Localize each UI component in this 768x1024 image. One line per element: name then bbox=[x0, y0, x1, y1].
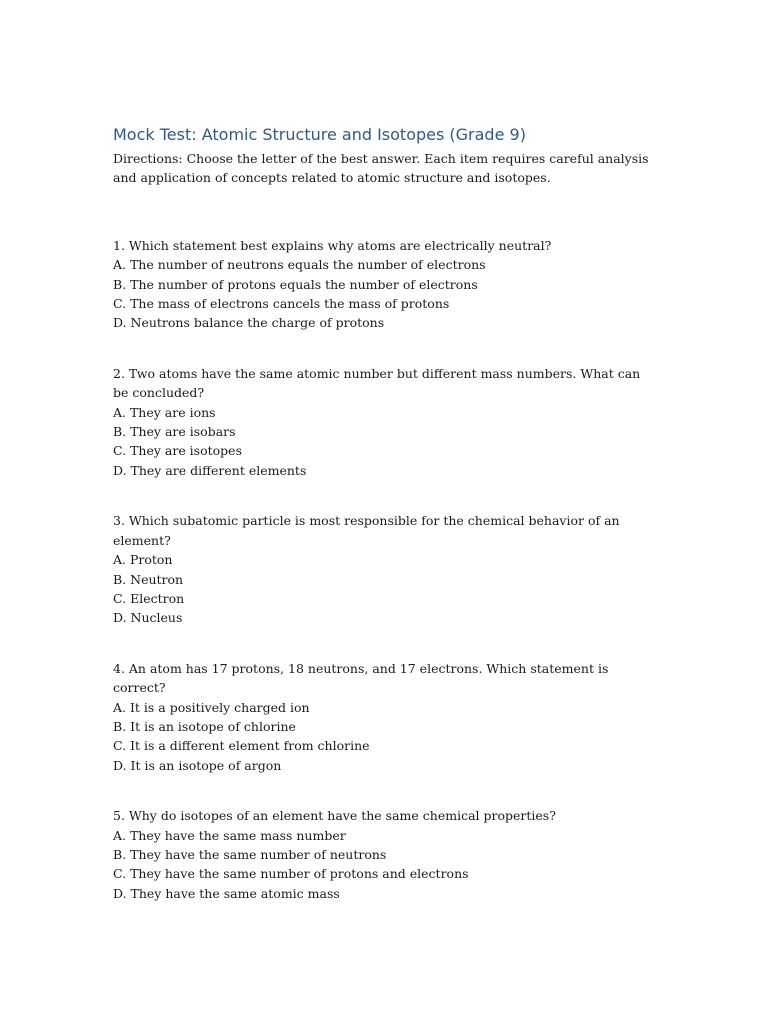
option-b: B. The number of protons equals the number of electrons bbox=[113, 276, 478, 292]
question-stem: 2. Two atoms have the same atomic number but different mass numbers. What can be concluded? bbox=[113, 365, 641, 401]
question-4 bbox=[113, 659, 673, 775]
question-stem: 5. Why do isotopes of an element have the same chemical properties? bbox=[113, 808, 556, 824]
option-d: D. Neutrons balance the charge of protons bbox=[113, 315, 385, 331]
directions-text: Directions: Choose the letter of the best answer. Each item requires careful analysis and application of concepts related to atomic structure and isotopes. bbox=[113, 151, 649, 186]
question-2 bbox=[113, 364, 673, 480]
question-stem: 4. An atom has 17 protons, 18 neutrons, and 17 electrons. Which statement is correct? bbox=[113, 660, 609, 696]
option-c: C. Electron bbox=[113, 590, 185, 606]
option-d: D. It is an isotope of argon bbox=[113, 757, 282, 773]
option-c: C. They are isotopes bbox=[113, 443, 242, 459]
option-a: A. The number of neutrons equals the number of electrons bbox=[113, 257, 486, 273]
option-b: B. It is an isotope of chlorine bbox=[113, 718, 296, 734]
option-a: A. They have the same mass number bbox=[113, 827, 346, 843]
question-stem: 1. Which statement best explains why atoms are electrically neutral? bbox=[113, 237, 552, 253]
option-a: A. It is a positively charged ion bbox=[113, 699, 310, 715]
question-stem: 3. Which subatomic particle is most responsible for the chemical behavior of an element? bbox=[113, 513, 620, 548]
option-b: B. Neutron bbox=[113, 571, 184, 587]
question-list bbox=[113, 236, 673, 903]
option-b: B. They are isobars bbox=[113, 424, 236, 440]
option-c: C. It is a different element from chlorine bbox=[113, 738, 370, 754]
option-d: D. They have the same atomic mass bbox=[113, 885, 340, 901]
document-title: Mock Test: Atomic Structure and Isotopes (Grade 9) bbox=[113, 125, 526, 144]
option-a: A. Proton bbox=[113, 552, 173, 568]
option-d: D. Nucleus bbox=[113, 610, 183, 626]
option-a: A. They are ions bbox=[113, 404, 216, 420]
question-3 bbox=[113, 511, 673, 627]
option-d: D. They are different elements bbox=[113, 462, 307, 478]
option-b: B. They have the same number of neutrons bbox=[113, 846, 387, 862]
document-page bbox=[113, 124, 673, 934]
option-c: C. They have the same number of protons and electrons bbox=[113, 866, 469, 882]
option-c: C. The mass of electrons cancels the mass of protons bbox=[113, 296, 450, 312]
question-1 bbox=[113, 236, 673, 333]
question-5 bbox=[113, 806, 673, 903]
